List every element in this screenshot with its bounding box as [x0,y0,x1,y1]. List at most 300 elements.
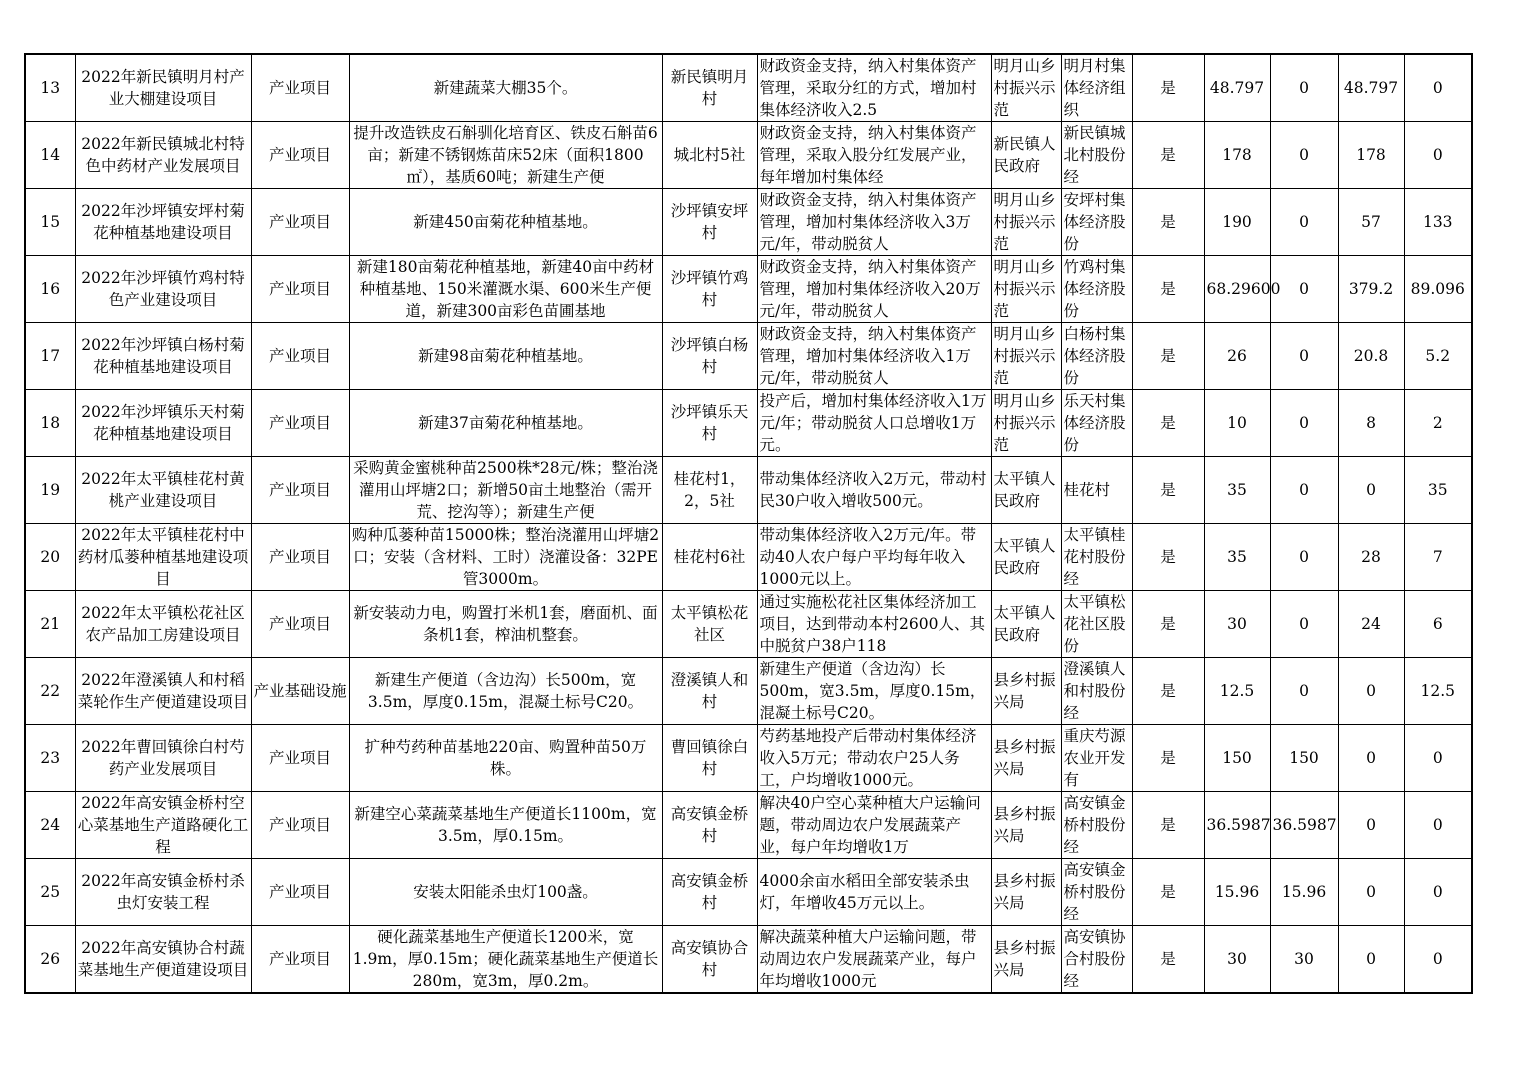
row-number-cell [25,457,75,524]
fund-source-2-cell [1338,591,1404,658]
benefit-mechanism-cell [757,457,991,524]
construction-content-cell [349,54,662,122]
responsible-unit-cell [991,54,1061,122]
construction-content-text: 新安装动力电，购置打米机1套，磨面机、面条机1套，榨油机整套。 [353,604,658,644]
total-funds-cell [1204,323,1270,390]
responsible-unit-text: 明月山乡村振兴示范 [993,191,1056,253]
location-cell [662,323,757,390]
project-name-cell [75,859,251,926]
benefit-mechanism-text: 4000余亩水稻田全部安装杀虫灯，年增收45万元以上。 [759,872,970,912]
construction-content-text: 硬化蔬菜基地生产便道长1200米，宽1.9m，厚0.15m；硬化蔬菜基地生产便道长280m，宽3m，厚0.2m。 [352,928,659,990]
yes-flag-text: 是 [1160,548,1176,566]
responsible-unit-text: 新民镇人民政府 [993,135,1056,175]
project-name-cell [75,725,251,792]
row-number-text: 17 [40,347,61,365]
project-name-text: 2022年沙坪镇安坪村菊花种植基地建设项目 [81,202,245,242]
fund-source-3-text: 0 [1432,950,1443,968]
fund-source-1-text: 0 [1299,280,1309,298]
yes-flag-cell [1132,457,1204,524]
project-type-text: 产业项目 [268,816,331,834]
total-funds-text: 36.5987 [1206,816,1271,834]
fund-source-3-cell [1404,926,1472,994]
responsible-unit-text: 明月山乡村振兴示范 [993,325,1056,387]
asset-owner-text: 竹鸡村集体经济股份 [1063,258,1126,320]
responsible-unit-text: 明月山乡村振兴示范 [993,57,1056,119]
row-number-text: 14 [40,146,61,164]
fund-source-3-text: 6 [1432,615,1443,633]
location-cell [662,457,757,524]
asset-owner-text: 高安镇金桥村股份经 [1063,794,1126,856]
total-funds-cell [1204,256,1281,323]
fund-source-1-cell [1270,256,1338,323]
fund-source-3-cell [1404,256,1472,323]
fund-source-2-text: 0 [1366,749,1376,767]
table-row [25,323,1472,390]
project-type-cell [251,591,349,658]
yes-flag-cell [1132,189,1204,256]
construction-content-text: 新建蔬菜大棚35个。 [433,79,578,97]
yes-flag-text: 是 [1160,79,1176,97]
row-number-cell [25,591,75,658]
project-type-cell [251,256,349,323]
construction-content-cell [349,658,662,725]
project-name-text: 2022年沙坪镇乐天村菊花种植基地建设项目 [81,403,245,443]
row-number-text: 13 [40,79,61,97]
fund-source-2-cell [1338,323,1404,390]
benefit-mechanism-text: 财政资金支持，纳入村集体资产管理，增加村集体经济收入20万元/年，带动脱贫人 [759,258,981,320]
asset-owner-cell [1061,524,1132,591]
location-cell [662,54,757,122]
project-table [24,53,1473,994]
construction-content-text: 新建37亩菊花种植基地。 [418,414,593,432]
table-row [25,189,1472,256]
project-name-text: 2022年沙坪镇竹鸡村特色产业建设项目 [81,269,245,309]
row-number-cell [25,390,75,457]
project-name-cell [75,926,251,994]
project-name-cell [75,792,251,859]
row-number-cell [25,54,75,122]
project-type-text: 产业项目 [268,280,331,298]
fund-source-3-cell [1404,457,1472,524]
asset-owner-text: 白杨村集体经济股份 [1063,325,1126,387]
fund-source-3-text: 5.2 [1425,347,1451,365]
construction-content-text: 新建450亩菊花种植基地。 [413,213,598,231]
responsible-unit-cell [991,859,1061,926]
responsible-unit-text: 县乡村振兴局 [993,805,1056,845]
asset-owner-text: 太平镇桂花村股份经 [1063,526,1126,588]
row-number-cell [25,725,75,792]
total-funds-cell [1204,54,1270,122]
project-type-cell [251,792,349,859]
fund-source-2-text: 0 [1366,682,1376,700]
asset-owner-text: 安坪村集体经济股份 [1063,191,1126,253]
fund-source-1-cell [1270,792,1338,859]
fund-source-2-cell [1338,859,1404,926]
benefit-mechanism-cell [757,591,991,658]
asset-owner-cell [1061,54,1132,122]
total-funds-cell [1204,390,1270,457]
responsible-unit-cell [991,256,1061,323]
benefit-mechanism-text: 财政资金支持，纳入村集体资产管理，采取分红的方式，增加村集体经济收入2.5 [759,57,977,119]
total-funds-cell [1204,926,1270,994]
row-number-text: 16 [40,280,61,298]
project-type-text: 产业项目 [268,615,331,633]
location-text: 高安镇金桥村 [670,805,749,845]
fund-source-1-text: 0 [1299,682,1309,700]
total-funds-cell [1204,591,1270,658]
location-text: 桂花村1，2，5社 [673,470,746,510]
row-number-cell [25,792,75,859]
row-number-text: 22 [40,682,61,700]
row-number-cell [25,122,75,189]
asset-owner-cell [1061,725,1132,792]
responsible-unit-text: 县乡村振兴局 [993,738,1056,778]
benefit-mechanism-cell [757,323,991,390]
asset-owner-cell [1061,859,1132,926]
project-name-text: 2022年沙坪镇白杨村菊花种植基地建设项目 [81,336,245,376]
location-cell [662,122,757,189]
responsible-unit-text: 县乡村振兴局 [993,939,1056,979]
benefit-mechanism-cell [757,658,991,725]
project-name-text: 2022年高安镇协合村蔬菜基地生产便道建设项目 [77,939,249,979]
row-number-text: 20 [40,548,61,566]
yes-flag-text: 是 [1160,883,1176,901]
construction-content-cell [349,859,662,926]
fund-source-2-text: 0 [1366,816,1376,834]
fund-source-3-cell [1404,658,1472,725]
project-name-cell [75,390,251,457]
fund-source-2-text: 24 [1361,615,1381,633]
total-funds-text: 178 [1222,146,1252,164]
location-cell [662,390,757,457]
benefit-mechanism-cell [757,859,991,926]
project-name-text: 2022年太平镇松花社区农产品加工房建设项目 [81,604,245,644]
location-text: 沙坪镇白杨村 [670,336,749,376]
fund-source-3-cell [1404,725,1472,792]
fund-source-3-text: 2 [1432,414,1443,432]
fund-source-2-cell [1338,792,1404,859]
project-name-text: 2022年高安镇金桥村杀虫灯安装工程 [81,872,245,912]
fund-source-1-text: 0 [1299,347,1309,365]
fund-source-2-cell [1338,725,1404,792]
fund-source-3-cell [1404,524,1472,591]
total-funds-text: 10 [1227,414,1247,432]
table-row [25,591,1472,658]
construction-content-text: 新建空心菜蔬菜基地生产便道长1100m，宽3.5m，厚0.15m。 [354,805,657,845]
total-funds-cell [1204,658,1270,725]
yes-flag-cell [1132,122,1204,189]
fund-source-3-cell [1404,792,1472,859]
location-cell [662,658,757,725]
responsible-unit-text: 明月山乡村振兴示范 [993,392,1056,454]
yes-flag-cell [1132,323,1204,390]
fund-source-2-text: 0 [1366,883,1376,901]
fund-source-3-text: 89.096 [1410,280,1465,298]
construction-content-cell [349,457,662,524]
location-cell [662,926,757,994]
project-name-cell [75,54,251,122]
construction-content-text: 安装太阳能杀虫灯100盏。 [413,883,598,901]
responsible-unit-cell [991,792,1061,859]
fund-source-1-text: 0 [1299,548,1309,566]
fund-source-1-text: 0 [1299,79,1309,97]
asset-owner-cell [1061,323,1132,390]
construction-content-cell [349,122,662,189]
benefit-mechanism-cell [757,926,991,994]
responsible-unit-cell [991,457,1061,524]
total-funds-text: 26 [1227,347,1247,365]
location-cell [662,189,757,256]
location-cell [662,725,757,792]
responsible-unit-cell [991,524,1061,591]
location-text: 澄溪镇人和村 [670,671,749,711]
fund-source-2-cell [1338,457,1404,524]
construction-content-text: 新建生产便道（含边沟）长500m，宽3.5m，厚度0.15m，混凝土标号C20。 [367,671,644,711]
asset-owner-text: 太平镇松花社区股份 [1063,593,1126,655]
construction-content-text: 新建98亩菊花种植基地。 [418,347,593,365]
project-name-cell [75,189,251,256]
project-type-cell [251,189,349,256]
responsible-unit-cell [991,189,1061,256]
fund-source-2-cell [1338,926,1404,994]
table-row [25,658,1472,725]
project-type-cell [251,725,349,792]
yes-flag-text: 是 [1160,615,1176,633]
fund-source-1-cell [1270,189,1338,256]
asset-owner-cell [1061,457,1132,524]
project-name-text: 2022年高安镇金桥村空心菜基地生产道路硬化工程 [77,794,249,856]
row-number-text: 23 [40,749,61,767]
asset-owner-text: 澄溪镇人和村股份经 [1063,660,1126,722]
row-number-cell [25,323,75,390]
project-name-cell [75,658,251,725]
project-type-text: 产业项目 [268,481,331,499]
fund-source-2-cell [1338,54,1404,122]
asset-owner-cell [1061,658,1132,725]
fund-source-3-text: 0 [1432,816,1443,834]
fund-source-2-cell [1338,524,1404,591]
project-type-cell [251,122,349,189]
fund-source-2-text: 0 [1366,481,1376,499]
benefit-mechanism-cell [757,256,991,323]
fund-source-1-cell [1270,725,1338,792]
total-funds-cell [1204,457,1270,524]
location-cell [662,256,757,323]
row-number-text: 25 [40,883,61,901]
table-row [25,457,1472,524]
project-type-cell [251,390,349,457]
table-row [25,122,1472,189]
total-funds-cell [1204,189,1270,256]
benefit-mechanism-text: 财政资金支持，纳入村集体资产管理，采取入股分红发展产业，每年增加村集体经 [759,124,977,186]
construction-content-text: 提升改造铁皮石斛驯化培育区、铁皮石斛苗6亩；新建不锈钢炼苗床52床（面积1800㎡），基质60吨；新建生产便 [353,124,658,186]
fund-source-1-cell [1270,323,1338,390]
yes-flag-cell [1132,725,1204,792]
project-type-cell [251,323,349,390]
project-name-cell [75,323,251,390]
project-type-text: 产业项目 [268,347,331,365]
row-number-text: 15 [40,213,61,231]
yes-flag-text: 是 [1160,414,1176,432]
row-number-text: 24 [40,816,61,834]
project-type-text: 产业基础设施 [253,682,347,700]
responsible-unit-cell [991,390,1061,457]
project-type-text: 产业项目 [268,749,331,767]
responsible-unit-text: 县乡村振兴局 [993,872,1056,912]
row-number-text: 21 [40,615,61,633]
yes-flag-text: 是 [1160,481,1176,499]
yes-flag-cell [1132,658,1204,725]
asset-owner-text: 重庆芍源农业开发有 [1063,727,1126,789]
fund-source-1-text: 0 [1299,213,1309,231]
yes-flag-cell [1132,859,1204,926]
location-text: 桂花村6社 [673,548,746,566]
responsible-unit-text: 太平镇人民政府 [993,537,1056,577]
asset-owner-cell [1061,792,1132,859]
project-type-text: 产业项目 [268,950,331,968]
responsible-unit-cell [991,323,1061,390]
fund-source-3-cell [1404,390,1472,457]
fund-source-1-text: 0 [1299,615,1309,633]
total-funds-text: 30 [1227,615,1247,633]
asset-owner-cell [1061,256,1132,323]
total-funds-text: 68.29600 [1206,280,1281,298]
row-number-cell [25,859,75,926]
total-funds-text: 15.96 [1214,883,1260,901]
row-number-cell [25,926,75,994]
fund-source-2-text: 28 [1361,548,1381,566]
fund-source-3-text: 0 [1432,146,1443,164]
total-funds-text: 48.797 [1209,79,1265,97]
asset-owner-cell [1061,122,1132,189]
location-cell [662,792,757,859]
fund-source-1-text: 0 [1299,481,1309,499]
benefit-mechanism-cell [757,725,991,792]
table-row [25,390,1472,457]
yes-flag-text: 是 [1160,347,1176,365]
asset-owner-cell [1061,926,1132,994]
project-name-cell [75,256,251,323]
row-number-cell [25,256,75,323]
fund-source-1-cell [1270,859,1338,926]
benefit-mechanism-text: 解决蔬菜种植大户运输问题，带动周边农户发展蔬菜产业，每户年均增收1000元 [759,928,977,990]
location-text: 沙坪镇安坪村 [670,202,749,242]
fund-source-3-text: 12.5 [1420,682,1455,700]
project-name-text: 2022年新民镇城北村特色中药材产业发展项目 [81,135,245,175]
fund-source-3-text: 0 [1432,883,1443,901]
benefit-mechanism-text: 财政资金支持，纳入村集体资产管理，增加村集体经济收入3万元/年，带动脱贫人 [759,191,977,253]
project-name-cell [75,122,251,189]
construction-content-cell [349,591,662,658]
construction-content-text: 采购黄金蜜桃种苗2500株*28元/株；整治浇灌用山坪塘2口；新增50亩土地整治（需开荒、挖沟等）；新建生产便 [353,459,658,521]
construction-content-cell [349,256,662,323]
benefit-mechanism-text: 通过实施松花社区集体经济加工项目，达到带动本村2600人、其中脱贫户38户118 [759,593,985,655]
yes-flag-text: 是 [1160,146,1176,164]
total-funds-text: 190 [1222,213,1252,231]
fund-source-2-text: 379.2 [1348,280,1394,298]
total-funds-cell [1204,524,1270,591]
yes-flag-cell [1132,926,1204,994]
fund-source-2-text: 20.8 [1353,347,1389,365]
project-name-text: 2022年太平镇桂花村黄桃产业建设项目 [81,470,245,510]
row-number-cell [25,658,75,725]
project-name-text: 2022年澄溪镇人和村稻菜轮作生产便道建设项目 [77,671,249,711]
asset-owner-text: 新民镇城北村股份经 [1063,124,1126,186]
responsible-unit-cell [991,122,1061,189]
fund-source-3-cell [1404,54,1472,122]
project-name-text: 2022年新民镇明月村产业大棚建设项目 [81,68,245,108]
fund-source-2-text: 8 [1366,414,1376,432]
benefit-mechanism-cell [757,524,991,591]
location-text: 高安镇协合村 [670,939,749,979]
fund-source-1-cell [1270,457,1338,524]
fund-source-1-cell [1270,54,1338,122]
construction-content-cell [349,524,662,591]
total-funds-text: 12.5 [1219,682,1255,700]
project-type-cell [251,524,349,591]
yes-flag-cell [1132,591,1204,658]
project-type-cell [251,658,349,725]
fund-source-1-text: 150 [1289,749,1319,767]
fund-source-1-text: 0 [1299,414,1309,432]
fund-source-1-text: 0 [1299,146,1309,164]
project-type-text: 产业项目 [268,79,331,97]
fund-source-3-text: 7 [1432,548,1443,566]
fund-source-2-text: 57 [1361,213,1381,231]
benefit-mechanism-cell [757,54,991,122]
total-funds-cell [1204,725,1270,792]
fund-source-3-cell [1404,189,1472,256]
fund-source-2-text: 178 [1356,146,1386,164]
fund-source-1-cell [1270,658,1338,725]
yes-flag-cell [1132,54,1204,122]
responsible-unit-text: 太平镇人民政府 [993,604,1056,644]
responsible-unit-text: 县乡村振兴局 [993,671,1056,711]
construction-content-cell [349,725,662,792]
row-number-cell [25,189,75,256]
fund-source-1-cell [1270,591,1338,658]
row-number-text: 26 [40,950,61,968]
responsible-unit-cell [991,926,1061,994]
asset-owner-text: 桂花村 [1063,481,1111,499]
benefit-mechanism-text: 解决40户空心菜种植大户运输问题，带动周边农户发展蔬菜产业，每户年均增收1万 [759,794,981,856]
project-type-text: 产业项目 [268,213,331,231]
fund-source-1-cell [1270,524,1338,591]
fund-source-2-cell [1338,658,1404,725]
responsible-unit-text: 明月山乡村振兴示范 [993,258,1056,320]
benefit-mechanism-text: 财政资金支持，纳入村集体资产管理，增加村集体经济收入1万元/年，带动脱贫人 [759,325,977,387]
location-cell [662,591,757,658]
project-name-cell [75,457,251,524]
table-row [25,859,1472,926]
benefit-mechanism-text: 新建生产便道（含边沟）长500m，宽3.5m，厚度0.15m，混凝土标号C20。 [759,660,986,722]
construction-content-cell [349,926,662,994]
location-text: 城北村5社 [673,146,746,164]
fund-source-3-text: 0 [1432,749,1443,767]
table-row [25,256,1472,323]
total-funds-text: 35 [1227,481,1247,499]
construction-content-cell [349,792,662,859]
construction-content-text: 新建180亩菊花种植基地，新建40亩中药材种植基地、150米灌溉水渠、600米生产便道，新建300亩彩色苗圃基地 [356,258,655,320]
benefit-mechanism-cell [757,122,991,189]
yes-flag-text: 是 [1160,280,1176,298]
fund-source-3-text: 0 [1432,79,1443,97]
table-row [25,54,1472,122]
fund-source-1-cell [1270,926,1338,994]
location-text: 沙坪镇竹鸡村 [670,269,749,309]
table-row [25,792,1472,859]
construction-content-text: 扩种芍药种苗基地220亩、购置种苗50万株。 [364,738,647,778]
